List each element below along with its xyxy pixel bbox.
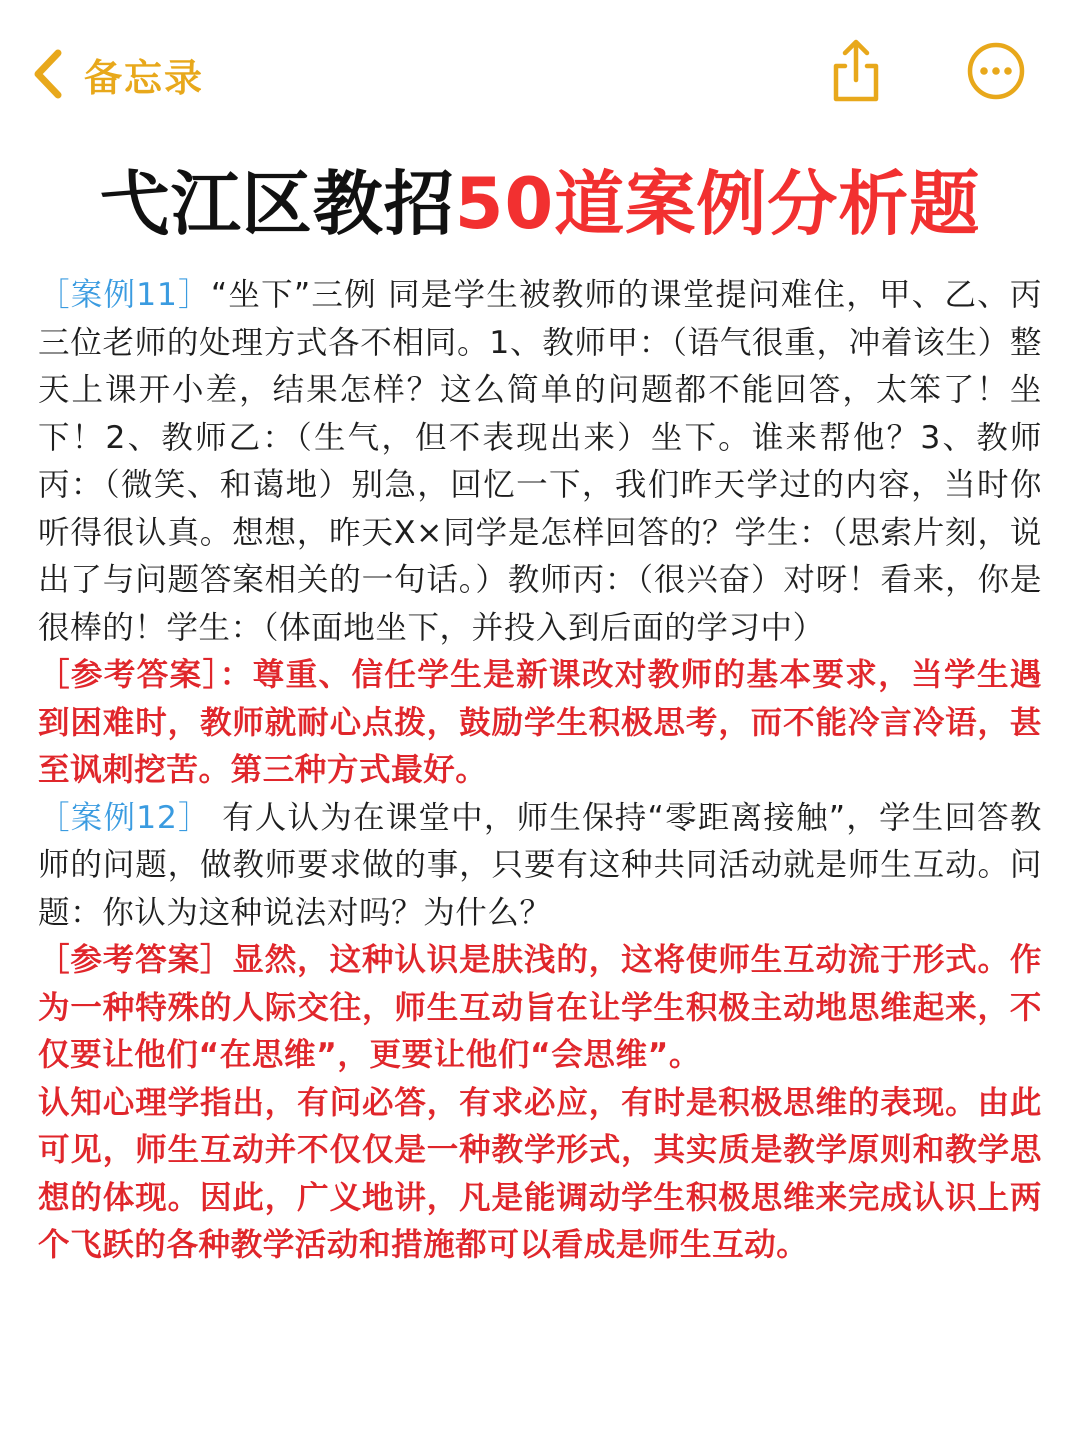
case-12-tag: ［案例12］ xyxy=(38,799,211,836)
note-body xyxy=(38,272,1042,1270)
title-red-part: 50道案例分析题 xyxy=(454,163,981,245)
case-11-text: “坐下”三例 同是学生被教师的课堂提问难住，甲、乙、丙三位老师的处理方式各不相同。1、教师甲：（语气很重，冲着该生）整天上课开小差，结果怎样？这么简单的问题都不能回答，太笨了！坐下！2、教师乙：（生气，但不表现出来）坐下。谁来帮他？3、教师丙：（微笑、和蔼地）别急，回忆一下，我们昨天学过的内容，当时你听得很认真。想想，昨天X×同学是怎样回答的？学生：（思索片刻，说出了与问题答案相关的一句话。）教师丙：（很兴奋）对呀！看来，你是很棒的！学生：（体面地坐下，并投入到后面的学习中） xyxy=(38,277,1042,646)
chevron-left-icon xyxy=(30,48,66,100)
more-button[interactable] xyxy=(964,38,1028,108)
case-11-answer: ［参考答案］：尊重、信任学生是新课改对教师的基本要求，当学生遇到困难时，教师就耐心点拨，鼓励学生积极思考，而不能冷言冷语，甚至讽刺挖苦。第三种方式最好。 xyxy=(38,657,1042,788)
back-button[interactable] xyxy=(30,42,204,106)
share-button[interactable] xyxy=(824,38,888,108)
share-icon xyxy=(828,38,884,108)
case-11-tag: ［案例11］ xyxy=(38,277,211,313)
case-12-paragraph xyxy=(38,795,1042,938)
page-title xyxy=(0,162,1080,246)
case-12-text: 有人认为在课堂中，师生保持“零距离接触”，学生回答教师的问题，做教师要求做的事，只要有这种共同活动就是师生互动。问题：你认为这种说法对吗？为什么？ xyxy=(38,799,1042,931)
title-black-part: 弋江区教招 xyxy=(99,163,455,245)
case-12-answer-part-1: ［参考答案］显然，这种认识是肤浅的，这将使师生互动流于形式。作为一种特殊的人际交往，师生互动旨在让学生积极主动地思维起来，不仅要让他们“在思维”，更要让他们“会思维”。 xyxy=(38,942,1042,1073)
case-12-answer-part-2: 认知心理学指出，有问必答，有求必应，有时是积极思维的表现。由此可见，师生互动并不仅仅是一种教学形式，其实质是教学原则和教学思想的体现。因此，广义地讲，凡是能调动学生积极思维来完成认识上两个飞跃的各种教学活动和措施都可以看成是师生互动。 xyxy=(38,1084,1042,1263)
more-icon xyxy=(966,41,1026,105)
navigation-bar xyxy=(0,0,1080,150)
case-11-paragraph xyxy=(38,272,1042,652)
back-label: 备忘录 xyxy=(84,55,205,100)
